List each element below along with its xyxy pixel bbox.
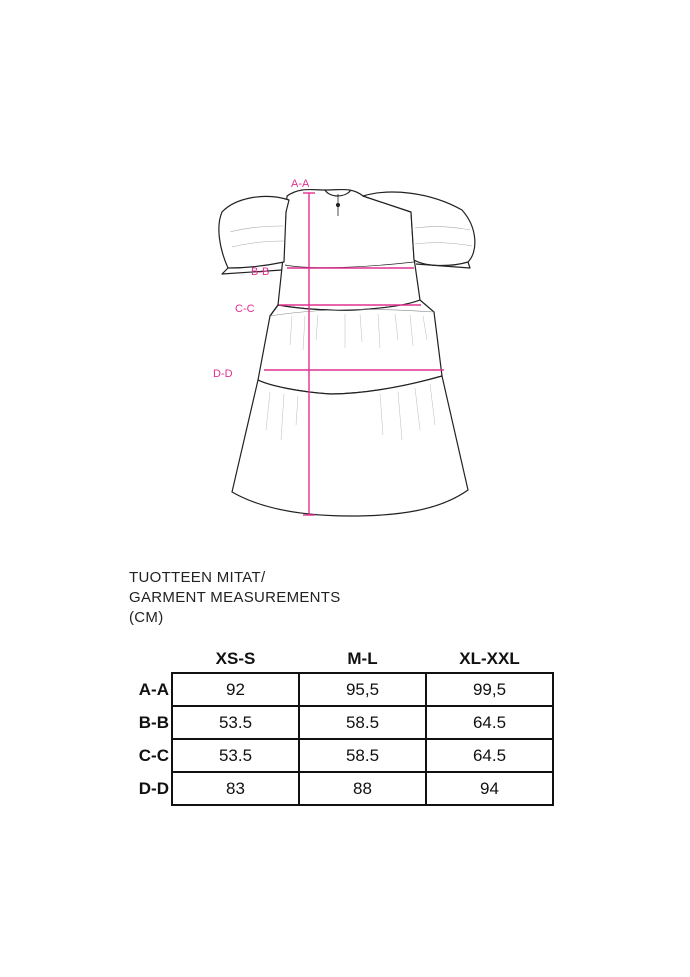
- column-header-m-l: M-L: [347, 649, 378, 668]
- row-label: C-C: [138, 745, 169, 765]
- label-d-d: D-D: [213, 368, 233, 380]
- measurements-heading: [129, 568, 341, 628]
- table-cell: 92: [172, 673, 299, 706]
- table-row: [126, 739, 553, 772]
- table-cell: 88: [299, 772, 426, 805]
- column-header-xs-s: XS-S: [215, 649, 256, 668]
- table-row: [126, 706, 553, 739]
- row-label: B-B: [138, 712, 169, 732]
- heading-line-1: TUOTTEEN MITAT/: [129, 569, 266, 586]
- row-label: A-A: [138, 679, 169, 699]
- table-cell: 58.5: [299, 739, 426, 772]
- dress-outline: [219, 190, 475, 516]
- column-header-xl-xxl: XL-XXL: [459, 649, 520, 668]
- table-cell: 53.5: [172, 739, 299, 772]
- label-b-b: B-B: [251, 266, 270, 278]
- table-cell: 53.5: [172, 706, 299, 739]
- heading-line-2: GARMENT MEASUREMENTS: [129, 589, 341, 606]
- table-cell: 64.5: [426, 706, 553, 739]
- row-label: D-D: [138, 778, 169, 798]
- table-cell: 64.5: [426, 739, 553, 772]
- table-cell: 58.5: [299, 706, 426, 739]
- table-cell: 99,5: [426, 673, 553, 706]
- label-c-c: C-C: [235, 303, 255, 315]
- table-cell: 94: [426, 772, 553, 805]
- header-corner: [126, 646, 172, 673]
- label-a-a: A-A: [291, 178, 310, 190]
- table-row: [126, 772, 553, 805]
- table-cell: 83: [172, 772, 299, 805]
- size-table: [126, 646, 554, 806]
- size-header-row: [126, 646, 553, 673]
- heading-line-3: (CM): [129, 609, 164, 626]
- table-row: [126, 673, 553, 706]
- table-cell: 95,5: [299, 673, 426, 706]
